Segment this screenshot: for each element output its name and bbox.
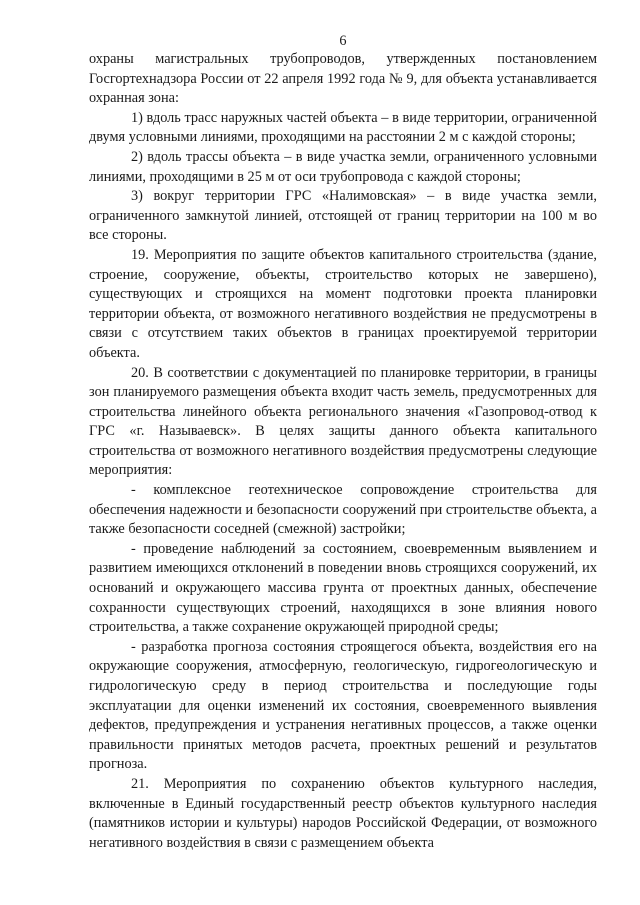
paragraph: 2) вдоль трассы объекта – в виде участка земли, ограниченного условными линиями, проходящими в 25 м от оси трубопровода с каждой стороны; <box>89 148 597 185</box>
paragraph: - разработка прогноза состояния строящегося объекта, воздействия его на окружающие сооружения, атмосферную, геологическую, гидрогеологическую и гидрологическую среду в период строительства и последующие годы эксплуатации для оценки изменений их состояния, своевременного выявления дефектов, предупреждения и устранения негативных процессов, а также оценки правильности принятых методов расчета, проектных решений и результатов прогноза. <box>89 638 597 773</box>
document-body <box>89 50 597 853</box>
page-number: 6 <box>339 33 347 49</box>
paragraph: охраны магистральных трубопроводов, утвержденных постановлением Госгортехнадзора России от 22 апреля 1992 года № 9, для объекта устанавливается охранная зона: <box>89 51 597 107</box>
paragraph: - проведение наблюдений за состоянием, своевременным выявлением и развитием имеющихся отклонений в поведении вновь строящихся сооружений, их оснований и окружающего массива грунта от проектных данных, обеспечение сохранности существующих строений, находящихся в зоне влияния нового строительства, а также сохранение окружающей природной среды; <box>89 540 597 636</box>
paragraph: 3) вокруг территории ГРС «Налимовская» – в виде участка земли, ограниченного замкнутой линией, отстоящей от границ территории на 100 м во все стороны. <box>89 188 597 244</box>
paragraph: 20. В соответствии с документацией по планировке территории, в границы зон планируемого размещения объекта входит часть земель, предусмотренных для строительства линейного объекта регионального значения «Газопровод-отвод к ГРС «г. Называевск». В целях защиты данного объекта капитального строительства от возможного негативного воздействия предусмотрены следующие мероприятия: <box>89 364 597 479</box>
paragraph: 19. Мероприятия по защите объектов капитального строительства (здание, строение, сооружение, объекты, строительство которых не завершено), существующих и строящихся на момент подготовки проекта планировки территории объекта, от возможного негативного воздействия не предусмотрены в связи с отсутствием таких объектов в границах проектируемой территории объекта. <box>89 246 597 361</box>
document-page <box>89 0 597 905</box>
paragraph: - комплексное геотехническое сопровождение строительства для обеспечения надежности и безопасности сооружений при строительстве объекта, а также безопасности соседней (смежной) застройки; <box>89 482 597 538</box>
paragraph: 1) вдоль трасс наружных частей объекта – в виде территории, ограниченной двумя условными линиями, проходящими на расстоянии 2 м с каждой стороны; <box>89 109 597 146</box>
paragraph: 21. Мероприятия по сохранению объектов культурного наследия, включенные в Единый государственный реестр объектов культурного наследия (памятников истории и культуры) народов Российской Федерации, от возможного негативного воздействия в связи с размещением объекта <box>89 775 597 851</box>
